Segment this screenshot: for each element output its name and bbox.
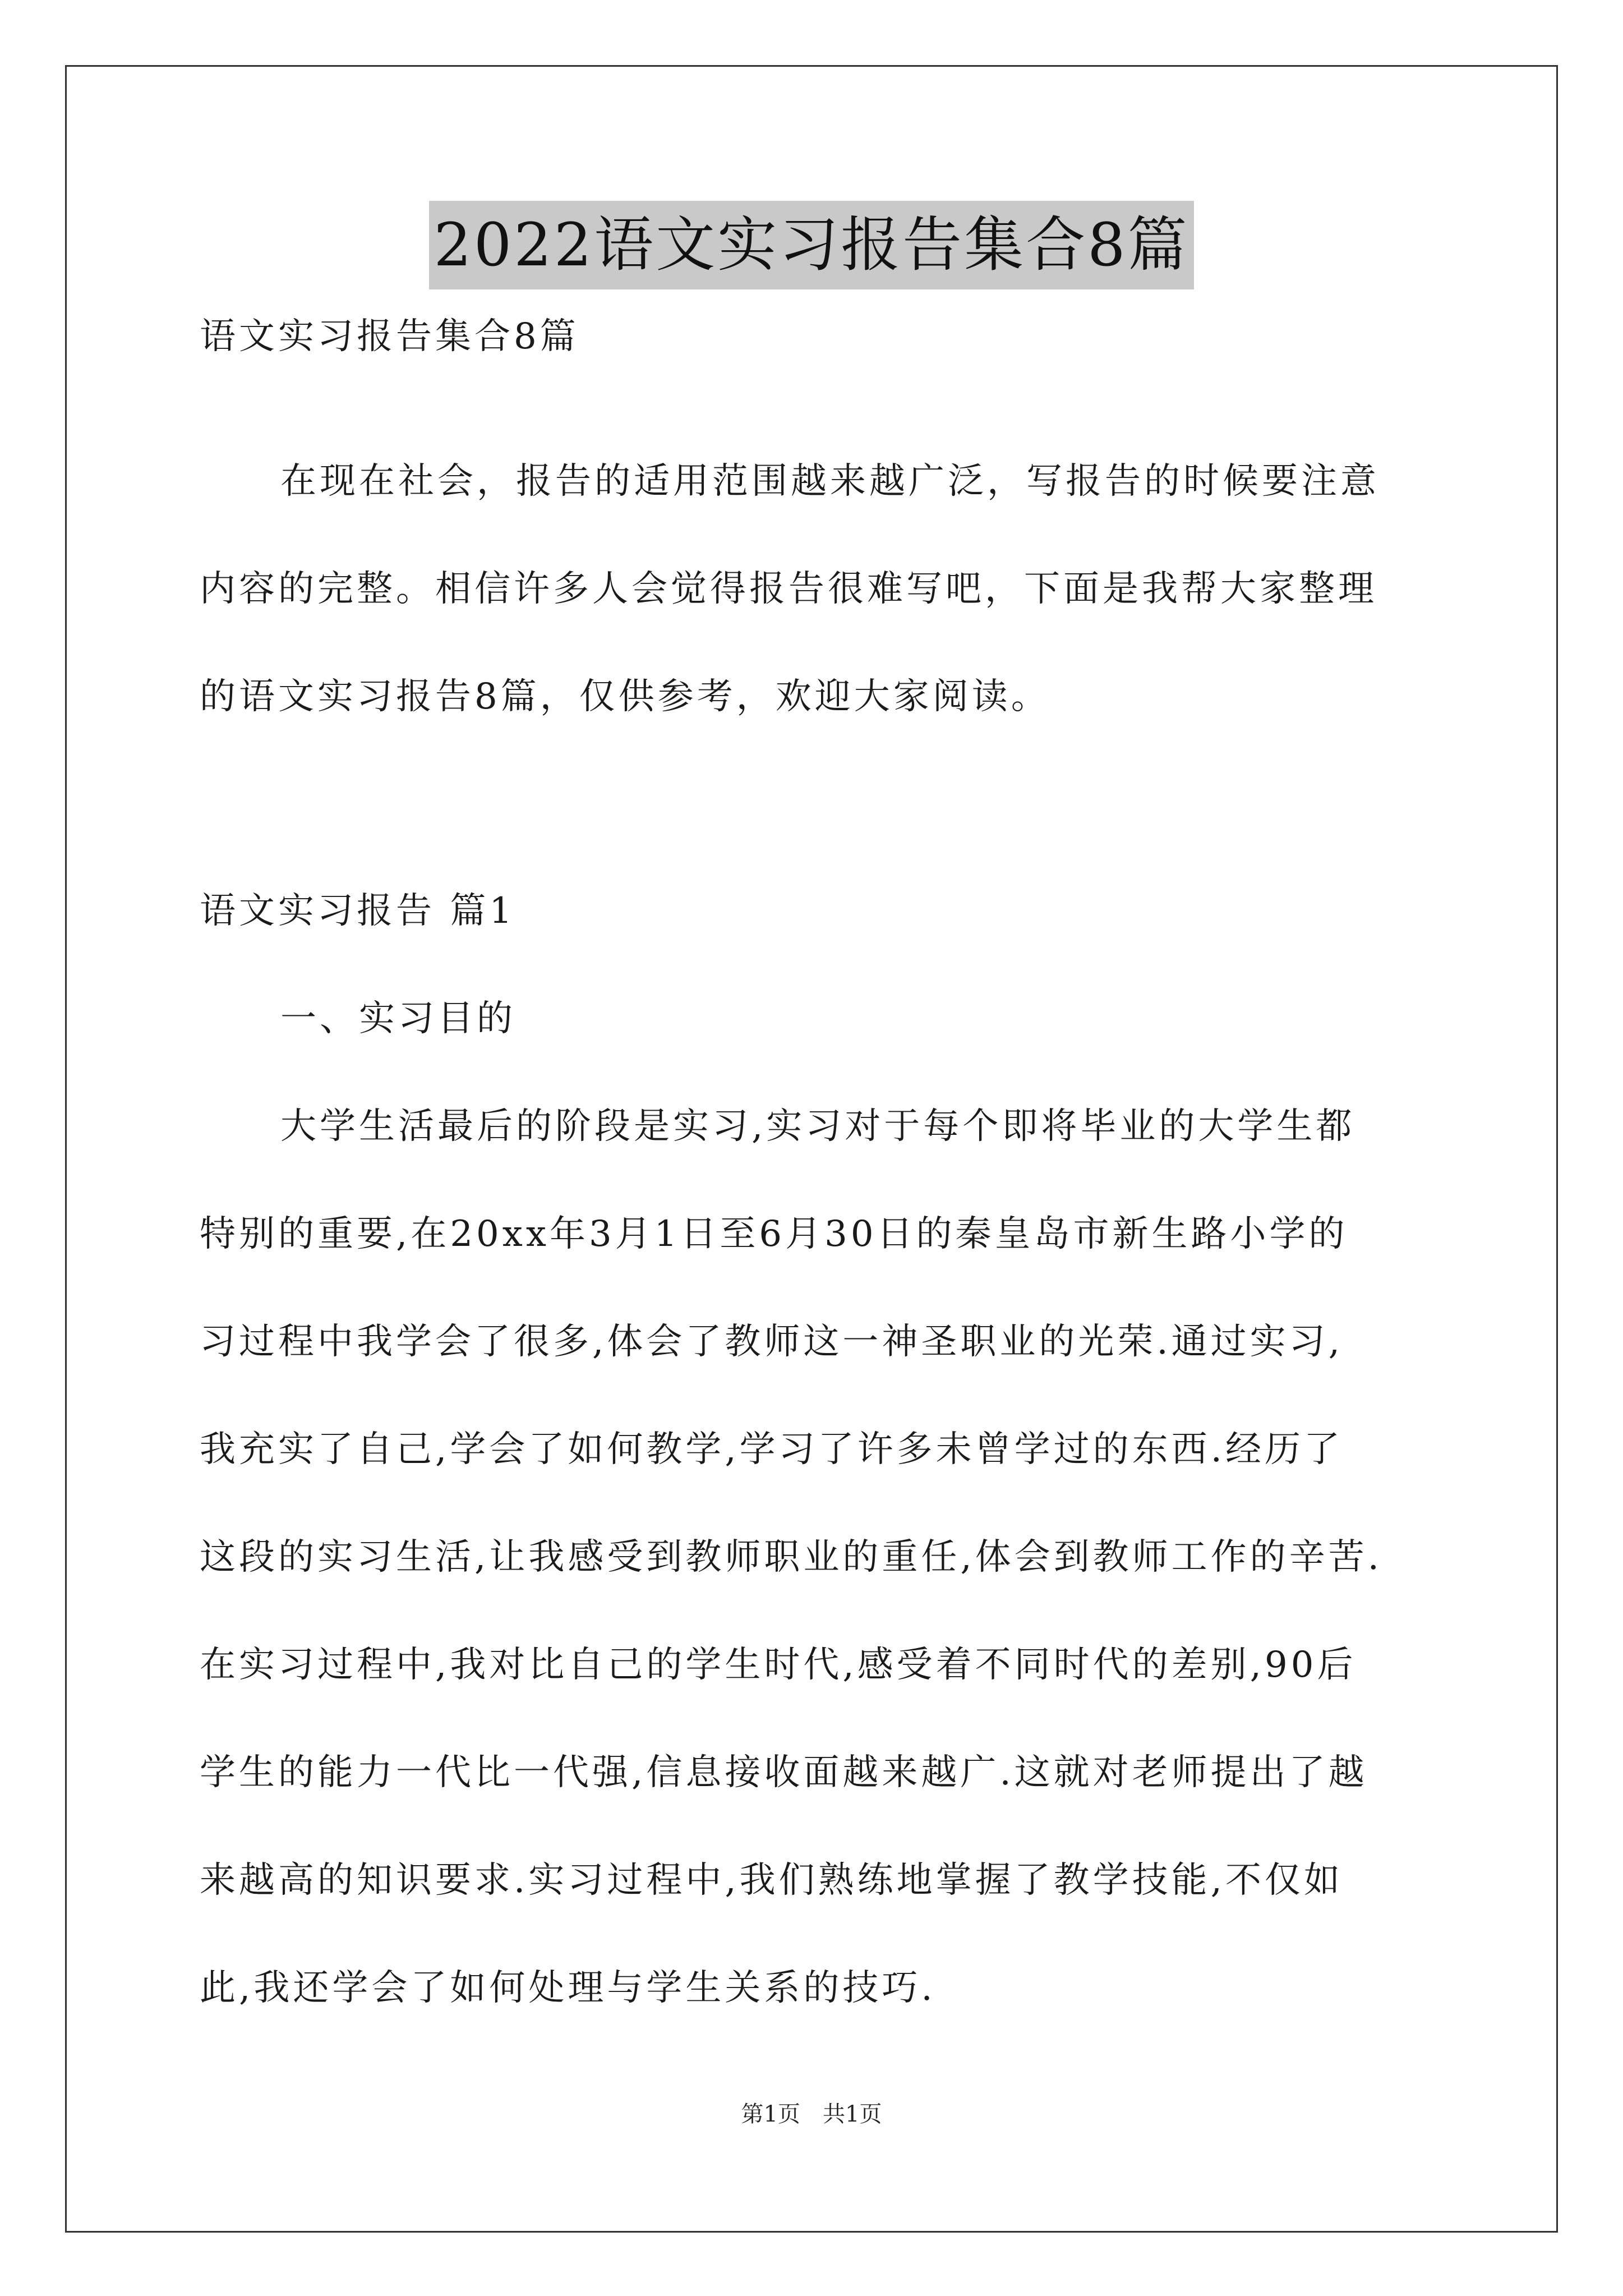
body-line-1: 大学生活最后的阶段是实习,实习对于每个即将毕业的大学生都 xyxy=(280,1106,1355,1147)
intro-line-1: 在现在社会，报告的适用范围越来越广泛，写报告的时候要注意 xyxy=(280,461,1380,502)
body-line-9: 此,我还学会了如何处理与学生关系的技巧. xyxy=(200,1967,936,2009)
intro-line-2: 内容的完整。相信许多人会觉得报告很难写吧，下面是我帮大家整理 xyxy=(200,568,1377,610)
intro-line-3: 的语文实习报告8篇，仅供参考，欢迎大家阅读。 xyxy=(200,676,1050,717)
body-line-6: 在实习过程中,我对比自己的学生时代,感受着不同时代的差别,90后 xyxy=(200,1644,1357,1686)
title-container xyxy=(0,201,1623,289)
body-line-5: 这段的实习生活,让我感受到教师职业的重任,体会到教师工作的辛苦. xyxy=(200,1536,1383,1578)
document-title: 2022语文实习报告集合8篇 xyxy=(429,201,1193,289)
page-border xyxy=(65,65,1558,2233)
body-line-4: 我充实了自己,学会了如何教学,学习了许多未曾学过的东西.经历了 xyxy=(200,1429,1344,1470)
document-subtitle: 语文实习报告集合8篇 xyxy=(200,316,579,357)
page-footer: 第1页 共1页 xyxy=(741,2101,882,2127)
subsection-heading: 一、实习目的 xyxy=(280,998,516,1039)
body-line-2: 特别的重要,在20xx年3月1日至6月30日的秦皇岛市新生路小学的 xyxy=(200,1213,1348,1255)
body-line-7: 学生的能力一代比一代强,信息接收面越来越广.这就对老师提出了越 xyxy=(200,1752,1368,1793)
body-line-3: 习过程中我学会了很多,体会了教师这一神圣职业的光荣.通过实习, xyxy=(200,1321,1344,1363)
section-heading: 语文实习报告 篇1 xyxy=(200,890,516,932)
body-line-8: 来越高的知识要求.实习过程中,我们熟练地掌握了教学技能,不仅如 xyxy=(200,1860,1344,1901)
